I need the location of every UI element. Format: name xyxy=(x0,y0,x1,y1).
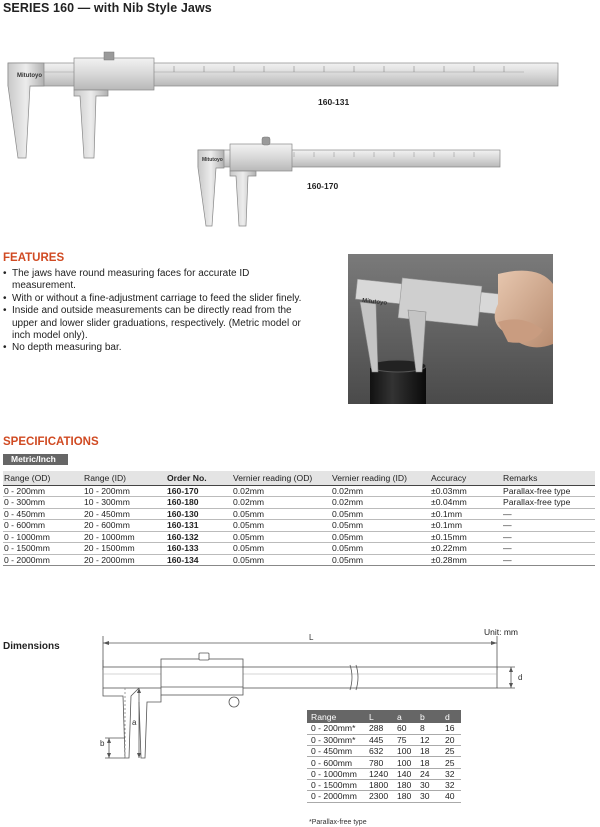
table-cell: 24 xyxy=(416,768,441,779)
table-cell: 0 - 450mm xyxy=(3,508,83,520)
table-cell: 10 - 300mm xyxy=(83,497,166,509)
table-cell: 0.05mm xyxy=(331,543,430,555)
column-header: Range xyxy=(307,710,365,723)
caliper-in-use-photo xyxy=(348,254,553,404)
table-cell: Parallax-free type xyxy=(502,497,595,509)
column-header: Range (ID) xyxy=(83,471,166,485)
table-cell: ±0.1mm xyxy=(430,520,502,532)
table-row xyxy=(307,768,461,779)
table-cell: 780 xyxy=(365,757,393,768)
table-cell: 632 xyxy=(365,746,393,757)
table-header-row xyxy=(3,471,595,485)
model-label-160-131: 160-131 xyxy=(318,97,350,107)
table-row xyxy=(3,531,595,543)
table-cell: — xyxy=(502,554,595,566)
page-title: SERIES 160 — with Nib Style Jaws xyxy=(3,1,212,15)
table-cell: 40 xyxy=(441,791,461,802)
table-cell: 32 xyxy=(441,768,461,779)
table-cell: ±0.03mm xyxy=(430,485,502,497)
order-number-cell: 160-131 xyxy=(166,520,232,532)
dimension-label-b: b xyxy=(100,739,105,748)
table-cell: 16 xyxy=(441,723,461,734)
dimensions-table xyxy=(307,710,461,803)
table-cell: 0 - 1000mm xyxy=(3,531,83,543)
table-row xyxy=(307,723,461,734)
table-cell: 0 - 600mm xyxy=(307,757,365,768)
table-cell: 100 xyxy=(393,746,416,757)
table-cell: 75 xyxy=(393,734,416,745)
table-cell: 0 - 1500mm xyxy=(307,779,365,790)
model-label-160-170: 160-170 xyxy=(307,181,339,191)
specifications-table xyxy=(3,471,595,566)
table-cell: 0.05mm xyxy=(232,508,331,520)
caliper-160-170-image xyxy=(194,136,506,232)
table-cell: — xyxy=(502,543,595,555)
table-cell: 20 - 600mm xyxy=(83,520,166,532)
table-row xyxy=(3,520,595,532)
column-header: Vernier reading (OD) xyxy=(232,471,331,485)
order-number-cell: 160-134 xyxy=(166,554,232,566)
table-row xyxy=(307,734,461,745)
table-cell: 20 xyxy=(441,734,461,745)
table-cell: 20 - 1000mm xyxy=(83,531,166,543)
column-header: a xyxy=(393,710,416,723)
table-row xyxy=(3,543,595,555)
table-cell: 20 - 2000mm xyxy=(83,554,166,566)
table-cell: — xyxy=(502,508,595,520)
table-row xyxy=(3,554,595,566)
table-cell: 0.05mm xyxy=(331,531,430,543)
table-row xyxy=(3,485,595,497)
table-cell: 100 xyxy=(393,757,416,768)
table-cell: Parallax-free type xyxy=(502,485,595,497)
table-cell: 30 xyxy=(416,779,441,790)
table-row xyxy=(307,757,461,768)
dimension-label-a: a xyxy=(132,718,137,727)
dimension-label-d: d xyxy=(518,673,523,682)
table-cell: 0 - 300mm xyxy=(3,497,83,509)
table-cell: 140 xyxy=(393,768,416,779)
table-cell: 0 - 1000mm xyxy=(307,768,365,779)
table-cell: 0 - 450mm xyxy=(307,746,365,757)
column-header: Range (OD) xyxy=(3,471,83,485)
table-cell: 180 xyxy=(393,779,416,790)
table-cell: ±0.1mm xyxy=(430,508,502,520)
table-cell: — xyxy=(502,520,595,532)
table-cell: 0.05mm xyxy=(232,520,331,532)
table-cell: 0.05mm xyxy=(232,543,331,555)
table-cell: ±0.28mm xyxy=(430,554,502,566)
order-number-cell: 160-133 xyxy=(166,543,232,555)
caliper-brand-logo: Mitutoyo xyxy=(17,73,42,79)
table-cell: ±0.15mm xyxy=(430,531,502,543)
table-cell: 0 - 1500mm xyxy=(3,543,83,555)
table-cell: 25 xyxy=(441,757,461,768)
column-header: Order No. xyxy=(166,471,232,485)
parallax-footnote: *Parallax-free type xyxy=(309,819,367,826)
feature-item: • With or without a fine-adjustment carriage to feed the slider finely. xyxy=(3,293,303,305)
table-cell: 32 xyxy=(441,779,461,790)
table-cell: 0 - 600mm xyxy=(3,520,83,532)
features-list xyxy=(3,268,303,355)
table-cell: 445 xyxy=(365,734,393,745)
column-header: Vernier reading (ID) xyxy=(331,471,430,485)
table-cell: 60 xyxy=(393,723,416,734)
table-cell: 1240 xyxy=(365,768,393,779)
specifications-heading: SPECIFICATIONS xyxy=(3,436,99,448)
table-cell: 0 - 2000mm xyxy=(307,791,365,802)
photo-brand-logo: Mitutoyo xyxy=(361,298,388,307)
table-cell: 18 xyxy=(416,746,441,757)
order-number-cell: 160-130 xyxy=(166,508,232,520)
table-cell: 25 xyxy=(441,746,461,757)
table-cell: 0.02mm xyxy=(232,497,331,509)
table-cell: 0.05mm xyxy=(331,508,430,520)
table-cell: 30 xyxy=(416,791,441,802)
table-cell: 180 xyxy=(393,791,416,802)
order-number-cell: 160-180 xyxy=(166,497,232,509)
column-header: b xyxy=(416,710,441,723)
table-cell: 0.02mm xyxy=(331,497,430,509)
table-cell: 0 - 200mm* xyxy=(307,723,365,734)
features-heading: FEATURES xyxy=(3,252,65,264)
feature-item: • Inside and outside measurements can be directly read from the upper and lower slider graduations, respectively. (Metric model or inch model only). xyxy=(3,305,303,342)
column-header: L xyxy=(365,710,393,723)
column-header: Remarks xyxy=(502,471,595,485)
table-cell: ±0.22mm xyxy=(430,543,502,555)
caliper-small-brand-logo: Mitutoyo xyxy=(202,157,223,163)
table-cell: 0 - 2000mm xyxy=(3,554,83,566)
table-row xyxy=(3,508,595,520)
table-cell: 0 - 300mm* xyxy=(307,734,365,745)
table-cell: 0.02mm xyxy=(232,485,331,497)
table-cell: 8 xyxy=(416,723,441,734)
column-header: Accuracy xyxy=(430,471,502,485)
table-cell: 0 - 200mm xyxy=(3,485,83,497)
table-cell: — xyxy=(502,531,595,543)
table-cell: 0.05mm xyxy=(331,554,430,566)
table-cell: ±0.04mm xyxy=(430,497,502,509)
table-row xyxy=(307,746,461,757)
unit-label: Unit: mm xyxy=(484,627,518,637)
column-header: d xyxy=(441,710,461,723)
table-row xyxy=(307,779,461,790)
table-cell: 2300 xyxy=(365,791,393,802)
table-cell: 0.05mm xyxy=(232,531,331,543)
feature-item: • The jaws have round measuring faces for accurate ID measurement. xyxy=(3,268,303,293)
table-cell: 10 - 200mm xyxy=(83,485,166,497)
order-number-cell: 160-170 xyxy=(166,485,232,497)
table-cell: 20 - 1500mm xyxy=(83,543,166,555)
table-cell: 1800 xyxy=(365,779,393,790)
table-cell: 12 xyxy=(416,734,441,745)
metric-inch-tab: Metric/Inch xyxy=(3,454,68,465)
table-cell: 0.05mm xyxy=(331,520,430,532)
table-cell: 18 xyxy=(416,757,441,768)
order-number-cell: 160-132 xyxy=(166,531,232,543)
dimension-label-L: L xyxy=(309,633,314,642)
table-cell: 0.05mm xyxy=(232,554,331,566)
table-cell: 0.02mm xyxy=(331,485,430,497)
table-cell: 288 xyxy=(365,723,393,734)
feature-item: • No depth measuring bar. xyxy=(3,342,303,354)
dimensions-heading: Dimensions xyxy=(3,641,60,652)
table-cell: 20 - 450mm xyxy=(83,508,166,520)
table-row xyxy=(307,791,461,802)
table-header-row xyxy=(307,710,461,723)
table-row xyxy=(3,497,595,509)
